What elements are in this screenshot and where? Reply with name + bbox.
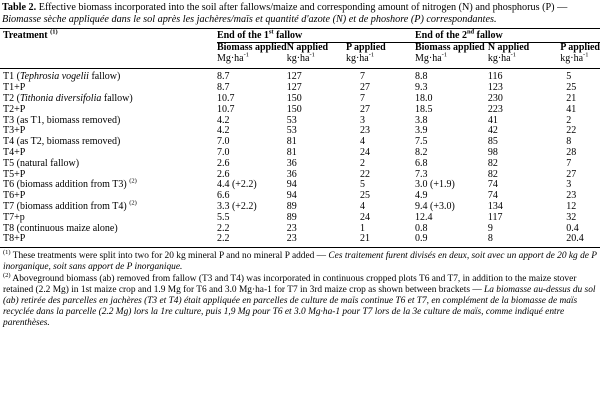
treatment-cell: T4 (as T2, biomass removed) bbox=[3, 136, 121, 148]
p2-cell: 23 bbox=[566, 190, 577, 202]
treatment-header: Treatment $^{(1)}$ bbox=[0, 29, 188, 43]
p2-cell: 32 bbox=[566, 211, 577, 223]
p2-cell: 7 bbox=[566, 157, 572, 169]
biomass2-header: Biomass applied $Mg\cdot ha^{-1}$ bbox=[415, 42, 488, 69]
p2-cell: 41 bbox=[566, 103, 577, 115]
table-row bbox=[0, 234, 600, 247]
p2-cell: 2 bbox=[566, 114, 572, 126]
n2-cell: 230 bbox=[487, 92, 503, 104]
treatment-cell: T5+P bbox=[3, 168, 26, 180]
table-row bbox=[0, 116, 600, 127]
n2-cell: 42 bbox=[487, 125, 498, 137]
n1-cell: 127 bbox=[286, 71, 302, 83]
treatment-cell: T7+p bbox=[3, 211, 25, 223]
treatment-cell: T2+P bbox=[3, 103, 26, 115]
p2-header: P applied $kg\cdot ha^{-1}$ bbox=[560, 42, 600, 69]
n2-cell: 117 bbox=[487, 211, 503, 223]
n1-cell: 81 bbox=[286, 146, 297, 158]
p2-cell: 12 bbox=[566, 200, 577, 212]
biomass2-cell: 9.3 bbox=[414, 82, 428, 94]
n1-cell: 36 bbox=[286, 168, 297, 180]
n2-header: N applied $kg\cdot ha^{-1}$ bbox=[488, 42, 560, 69]
n2-cell: 9 bbox=[487, 222, 493, 234]
biomass2-cell: 3.8 bbox=[414, 114, 428, 126]
n1-cell: 89 bbox=[286, 211, 297, 223]
footnote-1: $^{(1)}$ These treatments were split into two for 20 kg mineral P and no mineral P added — Ces traitement furent divisés en deux, soit avec un apport de 20 kg de P inorganique, soit sans apport de P inorganique. bbox=[3, 249, 597, 273]
biomass2-cell: 8.8 bbox=[414, 71, 428, 83]
p2-cell: 0.4 bbox=[566, 222, 579, 234]
p2-cell: 22 bbox=[566, 125, 577, 137]
n2-cell: 116 bbox=[487, 71, 503, 83]
treatment-cell: T3+P bbox=[3, 125, 26, 137]
p1-cell: 3 bbox=[359, 114, 365, 126]
n1-cell: 150 bbox=[286, 103, 302, 115]
treatment-cell: T4+P bbox=[3, 146, 26, 158]
footnote-2: $^{(2)}$ Aboveground biomass (ab) removed from fallow (T3 and T4) was incorporated in continuous cropped plots T6 and T7, in addition to the maize stover retained (2.2 Mg) in 1st maize crop and 1.9 Mg for T6 and 3.0 Mg·ha-1 for T7 in 3rd maize crop as shown between brackets — La biomasse au-dessus du sol (ab) retirée des parcelles en jachères (T3 et T4) était appliquée en parcelles de culture de maïs continue T6 et T7, en complément de la biomasse de maïs recyclée dans la parcelle (2.2 Mg) lors la 1re culture, puis 1,9 Mg pour T6 et 3.0 Mg·ha-1 pour T7 lors de la 3e culture de maïs, comme indiqué entre parenthèses. bbox=[3, 272, 596, 329]
fallow1-header: End of the 1st fallow bbox=[217, 29, 415, 43]
biomass2-cell: 4.9 bbox=[414, 190, 428, 202]
treatment-cell: T8+P bbox=[0, 234, 188, 247]
p2-cell: 20.4 bbox=[560, 234, 600, 247]
biomass2-cell: 7.3 bbox=[414, 168, 428, 180]
p2-cell: 5 bbox=[566, 71, 572, 83]
p2-cell: 21 bbox=[566, 92, 577, 104]
biomass1-cell: 8.7 bbox=[216, 82, 230, 94]
p1-cell: 23 bbox=[359, 125, 370, 137]
p1-cell: 21 bbox=[346, 234, 415, 247]
biomass1-cell: 2.6 bbox=[216, 168, 230, 180]
n2-cell: 85 bbox=[487, 136, 498, 148]
table-row bbox=[0, 148, 600, 159]
biomass1-cell: 4.2 bbox=[216, 114, 230, 126]
biomass2-cell: 8.2 bbox=[414, 146, 428, 158]
treatment-cell: T5 (natural fallow) bbox=[3, 157, 80, 169]
p1-cell: 7 bbox=[359, 71, 365, 83]
biomass2-cell: 9.4 (+3.0) bbox=[414, 200, 455, 212]
n1-header: N applied $kg\cdot ha^{-1}$ bbox=[287, 42, 346, 69]
n1-cell: 150 bbox=[286, 92, 302, 104]
p1-header: P applied $kg\cdot ha^{-1}$ bbox=[346, 42, 415, 69]
p1-cell: 24 bbox=[359, 211, 370, 223]
n1-cell: 89 bbox=[286, 200, 297, 212]
biomass1-header: Biomass applied $Mg\cdot ha^{-1}$ bbox=[217, 42, 287, 69]
biomass1-cell: 2.2 bbox=[216, 222, 230, 234]
p1-cell: 27 bbox=[359, 103, 370, 115]
table-body bbox=[0, 69, 600, 248]
p1-cell: 1 bbox=[359, 222, 365, 234]
treatment-cell: T2 (Tithonia diversifolia fallow) bbox=[3, 92, 133, 104]
treatment-cell: T1 (Tephrosia vogelii fallow) bbox=[3, 71, 121, 83]
caption-label: Table 2. bbox=[2, 2, 37, 13]
biomass1-cell: 5.5 bbox=[216, 211, 230, 223]
n2-cell: 123 bbox=[487, 82, 503, 94]
p2-cell: 27 bbox=[566, 168, 577, 180]
n1-cell: 94 bbox=[286, 190, 297, 202]
p1-cell: 4 bbox=[359, 200, 365, 212]
treatment-cell: T7 (biomass addition from T4) $^{(2)}$ bbox=[3, 199, 137, 212]
n1-cell: 36 bbox=[286, 157, 297, 169]
n1-cell: 23 bbox=[286, 222, 297, 234]
n2-cell: 74 bbox=[487, 190, 498, 202]
n2-cell: 98 bbox=[487, 146, 498, 158]
n1-cell: 53 bbox=[286, 114, 297, 126]
table-row bbox=[0, 159, 600, 170]
n2-cell: 82 bbox=[487, 157, 498, 169]
n1-cell: 81 bbox=[286, 136, 297, 148]
biomass2-cell: 18.0 bbox=[414, 92, 433, 104]
table-caption bbox=[2, 2, 598, 26]
p2-cell: 25 bbox=[566, 82, 577, 94]
treatment-cell: T8 (continuous maize alone) bbox=[3, 222, 118, 234]
p1-cell: 24 bbox=[359, 146, 370, 158]
n1-cell: 53 bbox=[286, 125, 297, 137]
p1-cell: 2 bbox=[359, 157, 365, 169]
n1-cell: 94 bbox=[286, 179, 297, 191]
p1-cell: 4 bbox=[359, 136, 365, 148]
fallow2-header: End of the 2nd fallow bbox=[415, 29, 600, 43]
biomass2-cell: 18.5 bbox=[414, 103, 433, 115]
table-row bbox=[0, 69, 600, 83]
p1-cell: 27 bbox=[359, 82, 370, 94]
n2-cell: 74 bbox=[487, 179, 498, 191]
biomass1-cell: 8.7 bbox=[216, 71, 230, 83]
footnotes bbox=[3, 251, 597, 329]
biomass1-cell: 2.2 bbox=[217, 234, 287, 247]
n2-cell: 41 bbox=[487, 114, 498, 126]
table-row bbox=[0, 180, 600, 191]
data-table bbox=[0, 28, 600, 248]
biomass1-cell: 7.0 bbox=[216, 146, 230, 158]
caption-french: Biomasse sèche appliquée dans le sol après les jachères/maïs et quantité d'azote (N) et de phoshore (P) correspondantes. bbox=[2, 14, 497, 25]
n2-cell: 82 bbox=[487, 168, 498, 180]
n2-cell: 223 bbox=[487, 103, 503, 115]
caption-text: Effective biomass incorporated into the soil after fallows/maize and corresponding amount of nitrogen (N) and phosphorus (P) — bbox=[38, 2, 568, 13]
biomass1-cell: 6.6 bbox=[216, 190, 230, 202]
biomass1-cell: 4.2 bbox=[216, 125, 230, 137]
biomass1-cell: 4.4 (+2.2) bbox=[216, 179, 257, 191]
biomass2-cell: 0.8 bbox=[414, 222, 428, 234]
biomass2-cell: 12.4 bbox=[414, 211, 433, 223]
biomass2-cell: 3.0 (+1.9) bbox=[414, 179, 455, 191]
biomass1-cell: 10.7 bbox=[216, 92, 235, 104]
p2-cell: 8 bbox=[566, 136, 572, 148]
biomass2-cell: 3.9 bbox=[414, 125, 428, 137]
biomass2-cell: 7.5 bbox=[414, 136, 428, 148]
n2-cell: 8 bbox=[488, 234, 560, 247]
biomass1-cell: 2.6 bbox=[216, 157, 230, 169]
biomass1-cell: 3.3 (+2.2) bbox=[216, 200, 257, 212]
p1-cell: 25 bbox=[359, 190, 370, 202]
treatment-cell: T6+P bbox=[3, 190, 26, 202]
table-row bbox=[0, 202, 600, 213]
p2-cell: 3 bbox=[566, 179, 572, 191]
treatment-cell: T1+P bbox=[3, 82, 26, 94]
table-row bbox=[0, 224, 600, 235]
table-row bbox=[0, 137, 600, 148]
n1-cell: 127 bbox=[286, 82, 302, 94]
p1-cell: 5 bbox=[359, 179, 365, 191]
p1-cell: 7 bbox=[359, 92, 365, 104]
biomass2-cell: 0.9 bbox=[415, 234, 488, 247]
treatment-cell: T6 (biomass addition from T3) $^{(2)}$ bbox=[3, 178, 137, 191]
p2-cell: 28 bbox=[566, 146, 577, 158]
biomass2-cell: 6.8 bbox=[414, 157, 428, 169]
treatment-cell: T3 (as T1, biomass removed) bbox=[3, 114, 121, 126]
p1-cell: 22 bbox=[359, 168, 370, 180]
n2-cell: 134 bbox=[487, 200, 503, 212]
biomass1-cell: 10.7 bbox=[216, 103, 235, 115]
biomass1-cell: 7.0 bbox=[216, 136, 230, 148]
n1-cell: 23 bbox=[287, 234, 346, 247]
